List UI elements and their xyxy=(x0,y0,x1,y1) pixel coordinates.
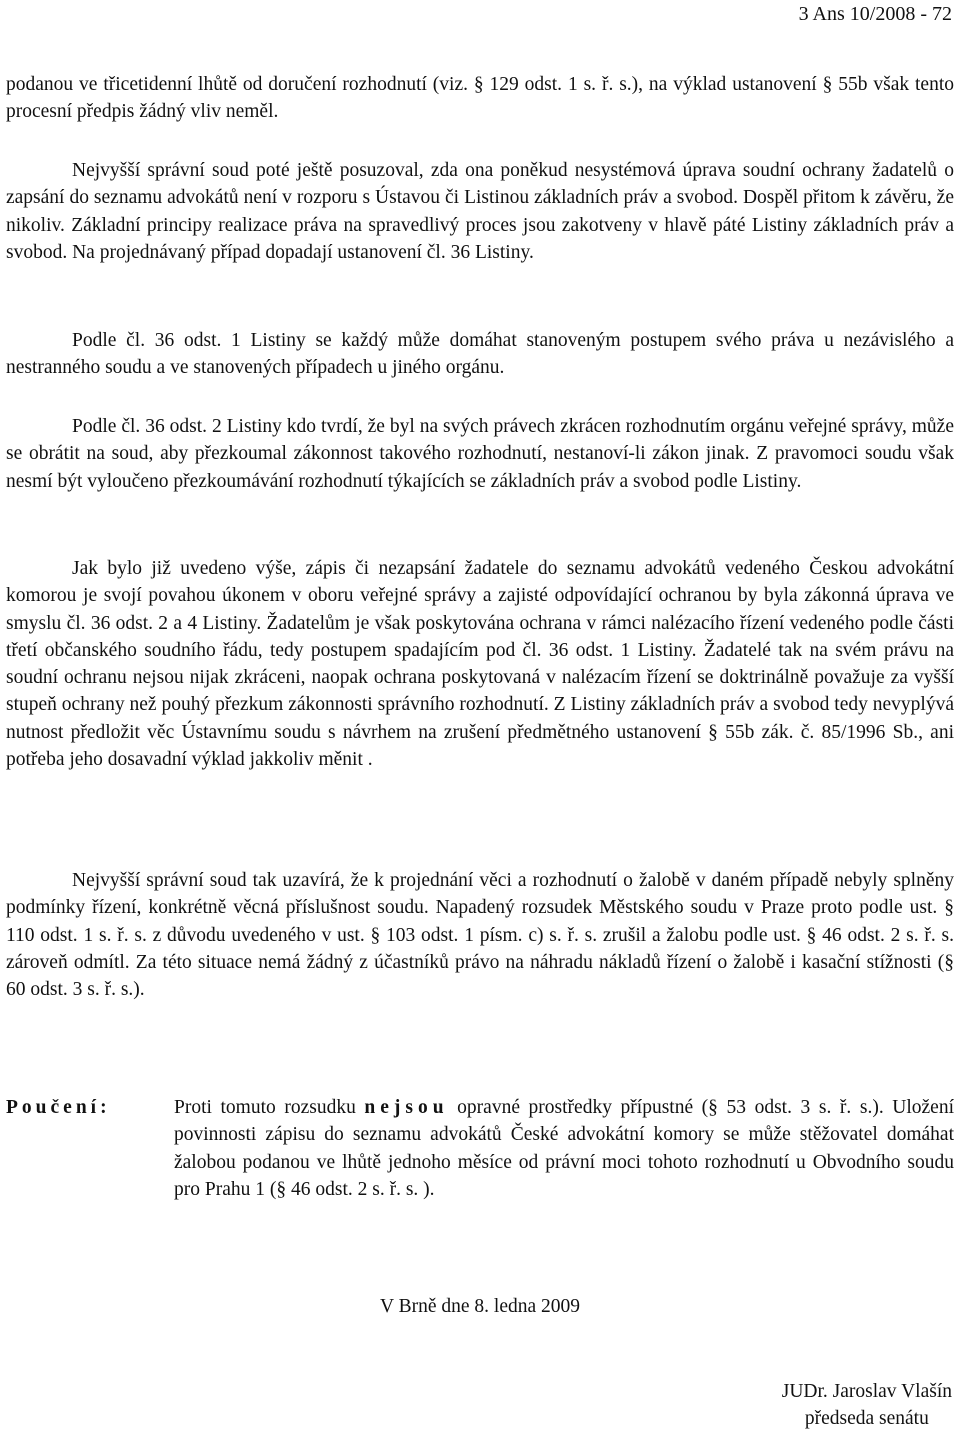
legal-instruction-label: Poučení: xyxy=(6,1097,111,1118)
paragraph-conclusion xyxy=(6,867,954,1003)
paragraph-article-36-1 xyxy=(6,327,954,382)
place-and-date: V Brně dne 8. ledna 2009 xyxy=(379,1296,581,1317)
instruction-text-before: Proti tomuto rozsudku xyxy=(174,1097,365,1118)
signature-block xyxy=(782,1378,952,1432)
paragraph-text: Podle čl. 36 odst. 1 Listiny se každý může domáhat stanoveným postupem svého práva u nezávislého a nestranného soudu a ve stanovených případech u jiného orgánu. xyxy=(6,330,954,379)
paragraph-article-36-2 xyxy=(6,413,954,495)
instruction-emphasis: nejsou xyxy=(364,1097,449,1118)
signatory-name: JUDr. Jaroslav Vlašín xyxy=(781,1381,952,1402)
paragraph-text: Jak bylo již uvedeno výše, zápis či nezapsání žadatele do seznamu advokátů vedeného Českou advokátní komorou je svojí povahou úkonem v oboru veřejné správy a zajisté odpovídající ochranou by byla zákonná úprava ve smyslu čl. 36 odst. 2 a 4 Listiny. Žadatelům je však poskytována ochrana v rámci nalézacího řízení vedeného podle části třetí občanského soudního řádu, tedy postupem spadajícím pod čl. 36 odst. 1 Listiny. Žadatelé tak na svém právu na soudní ochranu nejsou nijak zkráceni, naopak ochrana poskytovaná v nalézacím řízení se doktrinálně považuje za vyšší stupeň ochrany než pouhý přezkum zákonnosti správního rozhodnutí. Z Listiny základních práv a svobod tedy nevyplývá nutnost předložit věc Ústavnímu soudu s návrhem na zrušení předmětného ustanovení § 55b zák. č. 85/1996 Sb., ani potřeba jeho dosavadní výklad jakkoliv měnit . xyxy=(6,558,954,771)
paragraph-text: Nejvyšší správní soud tak uzavírá, že k projednání věci a rozhodnutí o žalobě v daném případě nebyly splněny podmínky řízení, konkrétně věcná příslušnost soudu. Napadený rozsudek Městského soudu v Praze proto podle ust. § 110 odst. 1 s. ř. s. z důvodu uvedeného v ust. § 103 odst. 1 písm. c) s. ř. s. zrušil a žalobu podle ust. § 46 odst. 2 s. ř. s. zároveň odmítl. Za této situace nemá žádný z účastníků právo na náhradu nákladů řízení o žalobě i kasační stížnosti (§ 60 odst. 3 s. ř. s.). xyxy=(6,870,954,1001)
paragraph-continuation: podanou ve třicetidenní lhůtě od doručení rozhodnutí (viz. § 129 odst. 1 s. ř. s.), na výklad ustanovení § 55b však tento procesní předpis žádný vliv neměl. xyxy=(6,74,954,123)
paragraph-analysis xyxy=(6,555,954,773)
case-number-header: 3 Ans 10/2008 - 72 xyxy=(798,3,952,25)
paragraph-text: Nejvyšší správní soud poté ještě posuzoval, zda ona poněkud nesystémová úprava soudní ochrany žadatelů o zapsání do seznamu advokátů není v rozporu s Ústavou či Listinou základních práv a svobod. Dospěl přitom k závěru, že nikoliv. Základní principy realizace práva na spravedlivý proces jsou zakotveny v hlavě páté Listiny základních práv a svobod. Na projednávaný případ dopadají ustanovení čl. 36 Listiny. xyxy=(6,160,954,263)
instruction-text-after: opravné prostředky přípustné (§ 53 odst. 3 s. ř. s.). Uložení povinnosti zápisu do seznamu advokátů České advokátní komory se může stěžovatel domáhat žalobou podanou ve lhůtě jednoho měsíce od právní moci tohoto rozhodnutí u Obvodního soudu pro Prahu 1 (§ 46 odst. 2 s. ř. s. ). xyxy=(174,1097,954,1200)
paragraph-constitutional-review xyxy=(6,157,954,266)
signatory-role: předseda senátu xyxy=(804,1408,929,1429)
legal-instruction-text xyxy=(174,1094,954,1203)
paragraph-text: Podle čl. 36 odst. 2 Listiny kdo tvrdí, že byl na svých právech zkrácen rozhodnutím orgánu veřejné správy, může se obrátit na soud, aby přezkoumal zákonnost takového rozhodnutí, nestanoví-li zákon jinak. Z pravomoci soudu však nesmí být vyloučeno přezkoumávání rozhodnutí týkajících se základních práv a svobod podle Listiny. xyxy=(6,416,954,492)
